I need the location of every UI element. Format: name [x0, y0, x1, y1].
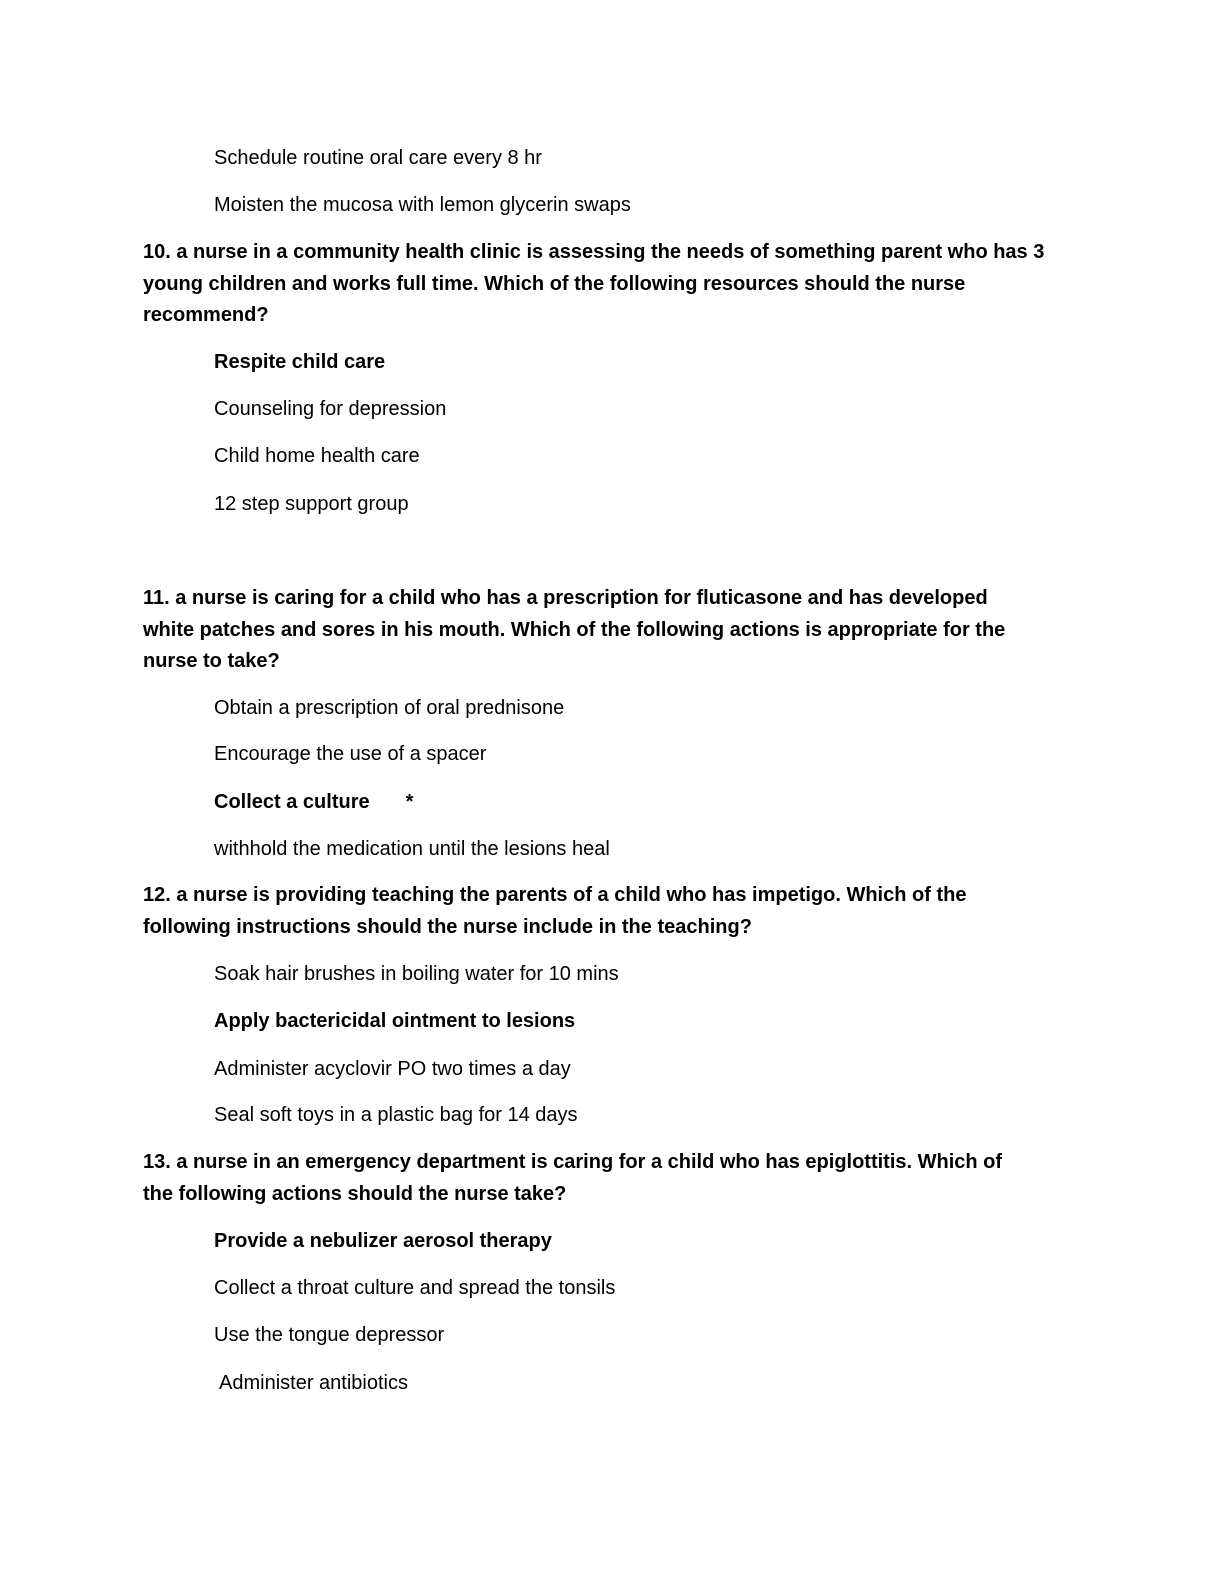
question-10-option-3: Child home health care [214, 445, 420, 467]
answer-marker: * [405, 791, 414, 813]
question-10 [143, 237, 1093, 332]
question-11-option-3-label: Collect a culture [214, 791, 370, 813]
question-12-option-1: Soak hair brushes in boiling water for 10 mins [214, 963, 619, 985]
question-11-line-1: 11. a nurse is caring for a child who has a prescription for fluticasone and has developed [143, 587, 988, 609]
prior-option-2: Moisten the mucosa with lemon glycerin swaps [214, 194, 631, 216]
question-11-option-4: withhold the medication until the lesions heal [214, 838, 610, 860]
question-11-option-1: Obtain a prescription of oral prednisone [214, 697, 565, 719]
question-12-line-2: following instructions should the nurse include in the teaching? [143, 915, 752, 938]
question-10-line-2: young children and works full time. Which of the following resources should the nurse [143, 272, 966, 295]
question-13-line-1: 13. a nurse in an emergency department is caring for a child who has epiglottitis. Which of [143, 1151, 1003, 1173]
question-13 [143, 1147, 1093, 1210]
question-13-line-2: the following actions should the nurse take? [143, 1182, 567, 1205]
question-12-option-2: Apply bactericidal ointment to lesions [214, 1010, 576, 1032]
question-13-option-2: Collect a throat culture and spread the tonsils [214, 1277, 616, 1299]
question-11-line-3: nurse to take? [143, 650, 280, 672]
question-13-option-3: Use the tongue depressor [214, 1324, 445, 1346]
question-11 [143, 583, 1093, 678]
question-10-option-2: Counseling for depression [214, 398, 447, 420]
question-12 [143, 880, 1093, 943]
question-12-option-3: Administer acyclovir PO two times a day [214, 1058, 571, 1080]
prior-option-1: Schedule routine oral care every 8 hr [214, 147, 542, 169]
question-12-line-1: 12. a nurse is providing teaching the parents of a child who has impetigo. Which of the [143, 884, 967, 906]
question-11-option-2: Encourage the use of a spacer [214, 743, 487, 765]
question-10-option-1: Respite child care [214, 351, 386, 373]
question-11-option-3 [214, 790, 413, 814]
question-11-line-2: white patches and sores in his mouth. Which of the following actions is appropriate for the [143, 618, 1006, 641]
question-13-option-1: Provide a nebulizer aerosol therapy [214, 1230, 552, 1252]
question-13-option-4: Administer antibiotics [219, 1372, 408, 1394]
question-10-line-3: recommend? [143, 304, 269, 326]
question-10-option-4: 12 step support group [214, 493, 409, 515]
question-12-option-4: Seal soft toys in a plastic bag for 14 days [214, 1104, 578, 1126]
question-10-line-1: 10. a nurse in a community health clinic is assessing the needs of something parent who has 3 [143, 241, 1045, 263]
